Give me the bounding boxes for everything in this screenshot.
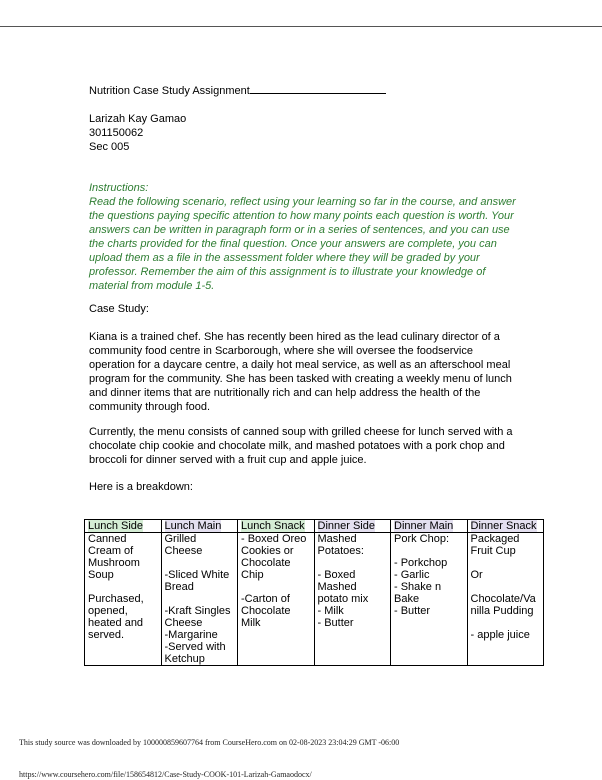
cell-line: Cheese xyxy=(164,617,203,629)
cell-line xyxy=(165,593,235,605)
cell-line: -Carton of xyxy=(241,593,290,605)
case-study-label: Case Study: xyxy=(89,303,149,315)
author-name: Larizah Kay Gamao xyxy=(89,113,187,125)
cell-line: - apple juice xyxy=(470,629,530,641)
cell-line: - Butter xyxy=(317,617,354,629)
cell-line: - Porkchop xyxy=(394,557,448,569)
cell-line: -Served with xyxy=(164,641,226,653)
column-header-label: Lunch Side xyxy=(88,520,144,532)
cell-line: Mushroom xyxy=(88,557,140,569)
cell-line: Mashed xyxy=(317,581,357,593)
student-id: 301150062 xyxy=(89,127,144,139)
cell-line: - Butter xyxy=(394,605,431,617)
column-header-label: Dinner Snack xyxy=(470,520,537,532)
cell-line: Cheese xyxy=(164,545,203,557)
title-underline xyxy=(250,84,386,94)
cell-line: Fruit Cup xyxy=(470,545,516,557)
cell-line: served. xyxy=(88,629,125,641)
cell-line: nilla Pudding xyxy=(470,605,534,617)
cell-line: opened, xyxy=(88,605,128,617)
cell-line xyxy=(471,581,541,593)
cell-line: Milk xyxy=(241,617,261,629)
cell-line: Packaged xyxy=(470,533,520,545)
table-row xyxy=(85,533,544,666)
table-cell xyxy=(85,533,162,666)
breakdown-label: Here is a breakdown: xyxy=(89,481,193,493)
cell-line xyxy=(471,617,541,629)
cell-line: Or xyxy=(470,569,483,581)
cell-line: - Boxed xyxy=(317,569,356,581)
table-cell xyxy=(467,533,544,666)
case-study-paragraph-1: Kiana is a trained chef. She has recently been hired as the lead culinary director of a community food centre in Scarborough, where she will oversee the foodservice operation for a daycare centre, a daily hot meal service, as well as an afterschool meal program for the community. She has been tasked with creating a weekly menu of lunch and dinner items that are nutritionally rich and can help address the health of the community through food. xyxy=(89,331,512,413)
cell-line: -Margarine xyxy=(164,629,218,641)
cell-line: -Sliced White xyxy=(164,569,230,581)
instructions-label: Instructions: xyxy=(89,182,149,194)
column-header-label: Dinner Main xyxy=(394,520,454,532)
cell-line: potato mix xyxy=(317,593,369,605)
cell-line: Pork Chop: xyxy=(394,533,450,545)
cell-line: Potatoes: xyxy=(317,545,364,557)
column-header xyxy=(467,520,544,533)
case-study-paragraph-2: Currently, the menu consists of canned soup with grilled cheese for lunch served with a chocolate chip cookie and chocolate milk, and mashed potatoes with a pork chop and broccoli for dinner served with a fruit cup and apple juice. xyxy=(89,426,513,466)
cell-line: Chocolate xyxy=(241,605,291,617)
cell-line xyxy=(88,581,158,593)
table-cell xyxy=(391,533,468,666)
table-header-row xyxy=(85,520,544,533)
download-notice: This study source was downloaded by 100000859607764 from CourseHero.com on 02-08-2023 23:04:29 GMT -06:00 xyxy=(19,738,400,747)
table-cell xyxy=(314,533,391,666)
cell-line: Cookies or xyxy=(241,545,294,557)
cell-line: - Boxed Oreo xyxy=(241,533,307,545)
section-number: Sec 005 xyxy=(89,141,130,153)
column-header xyxy=(314,520,391,533)
cell-line: heated and xyxy=(88,617,144,629)
cell-line xyxy=(318,557,388,569)
cell-line: Mashed xyxy=(317,533,357,545)
source-url: https://www.coursehero.com/file/158654812/Case-Study-COOK-101-Larizah-Gamaodocx/ xyxy=(19,770,312,779)
table-cell xyxy=(238,533,315,666)
cell-line: Purchased, xyxy=(88,593,144,605)
cell-line: Bake xyxy=(394,593,420,605)
column-header-label: Lunch Main xyxy=(164,520,222,532)
cell-line: - Shake n xyxy=(394,581,442,593)
instructions-text: Read the following scenario, reflect using your learning so far in the course, and answer the questions paying specific attention to how many points each question is worth. Your answers can be written in paragraph form or in a series of sentences, and you can use the charts provided for the final question. Once your answers are complete, you can upload them as a file in the assessment folder where they will be graded by your professor. Remember the aim of this assignment is to illustrate your knowledge of material from module 1-5. xyxy=(89,196,516,292)
cell-line: Chocolate/Va xyxy=(470,593,536,605)
cell-line: Canned xyxy=(88,533,127,545)
author-block xyxy=(89,112,186,154)
menu-breakdown-table xyxy=(84,519,544,666)
cell-line xyxy=(394,545,464,557)
cell-line: Cream of xyxy=(88,545,134,557)
top-divider xyxy=(0,26,602,27)
column-header-label: Lunch Snack xyxy=(241,520,305,532)
cell-line: -Kraft Singles xyxy=(164,605,231,617)
cell-line: - Milk xyxy=(317,605,344,617)
cell-line xyxy=(165,557,235,569)
column-header xyxy=(85,520,162,533)
cell-line: Ketchup xyxy=(164,653,205,665)
column-header xyxy=(161,520,238,533)
cell-line: Bread xyxy=(164,581,194,593)
instructions-block xyxy=(89,181,519,293)
cell-line xyxy=(471,557,541,569)
column-header xyxy=(391,520,468,533)
cell-line: - Garlic xyxy=(394,569,430,581)
page-title: Nutrition Case Study Assignment xyxy=(89,85,250,97)
cell-line xyxy=(241,581,311,593)
document-heading xyxy=(89,84,386,97)
cell-line: Grilled xyxy=(164,533,197,545)
cell-line: Chip xyxy=(241,569,264,581)
table-cell xyxy=(161,533,238,666)
column-header xyxy=(238,520,315,533)
cell-line: Chocolate xyxy=(241,557,291,569)
cell-line: Soup xyxy=(88,569,114,581)
column-header-label: Dinner Side xyxy=(317,520,375,532)
